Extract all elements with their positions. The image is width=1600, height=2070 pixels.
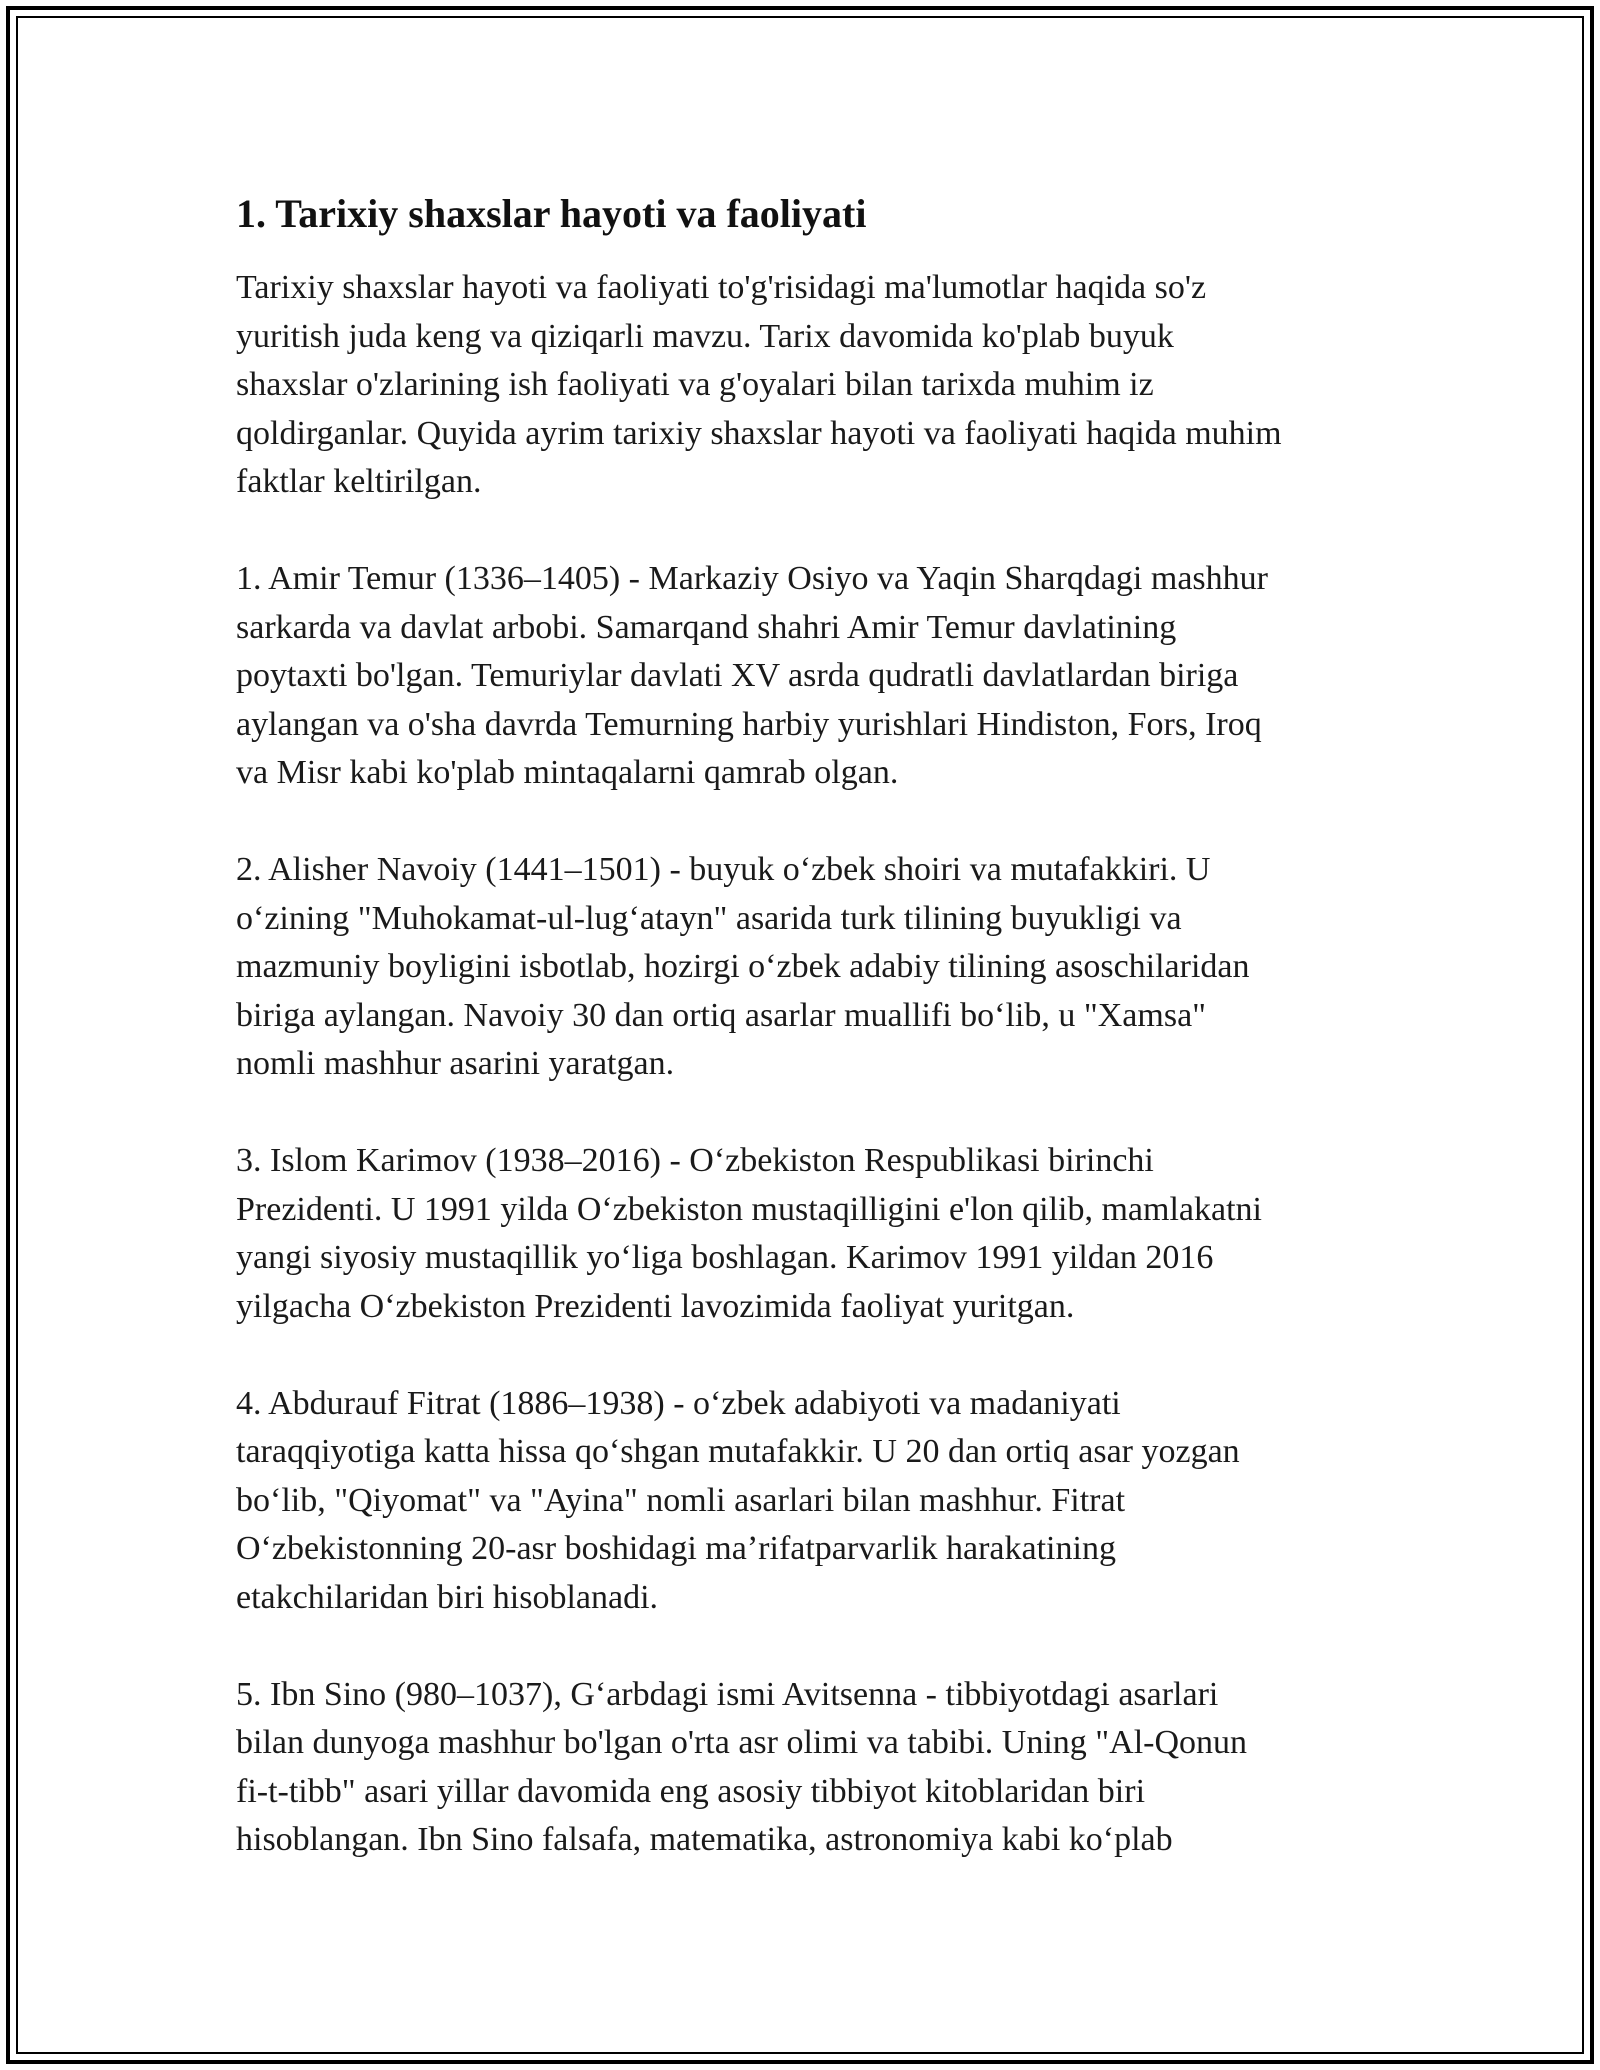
document-body bbox=[236, 186, 1376, 1913]
text-line: hisoblangan. Ibn Sino falsafa, matematika, astronomiya kabi koʻplab bbox=[236, 1821, 1173, 1858]
text-line: 3. Islom Karimov (1938–2016) - Oʻzbekiston Respublikasi birinchi bbox=[236, 1142, 1154, 1179]
abdurauf-fitrat-paragraph bbox=[236, 1380, 1376, 1623]
text-line: boʻlib, "Qiyomat" va "Ayina" nomli asarlari bilan mashhur. Fitrat bbox=[236, 1481, 1126, 1519]
intro-paragraph bbox=[236, 264, 1376, 507]
text-line: taraqqiyotiga katta hissa qoʻshgan mutafakkir. U 20 dan ortiq asar yozgan bbox=[236, 1433, 1240, 1470]
text-line: 1. Amir Temur (1336–1405) - Markaziy Osiyo va Yaqin Sharqdagi mashhur bbox=[236, 560, 1268, 597]
text-line: nomli mashhur asarini yaratgan. bbox=[236, 1045, 675, 1082]
text-line: oʻzining "Muhokamat-ul-lugʻatayn" asarida turk tilining buyukligi va bbox=[236, 899, 1182, 937]
text-line: 5. Ibn Sino (980–1037), Gʻarbdagi ismi Avitsenna - tibbiyotdagi asarlari bbox=[236, 1675, 1219, 1713]
text-line: 4. Abdurauf Fitrat (1886–1938) - oʻzbek adabiyoti va madaniyati bbox=[236, 1384, 1121, 1422]
text-line: fi-t-tibb" asari yillar davomida eng asosiy tibbiyot kitoblaridan biri bbox=[236, 1772, 1146, 1810]
text-line: mazmuniy boyligini isbotlab, hozirgi oʻzbek adabiy tilining asoschilaridan bbox=[236, 948, 1250, 985]
amir-temur-paragraph bbox=[236, 555, 1376, 798]
text-line: Tarixiy shaxslar hayoti va faoliyati to'g'risidagi ma'lumotlar haqida so'z bbox=[236, 269, 1207, 306]
text-line: yangi siyosiy mustaqillik yoʻliga boshlagan. Karimov 1991 yildan 2016 bbox=[236, 1239, 1214, 1276]
section-heading: 1. Tarixiy shaxslar hayoti va faoliyati bbox=[236, 191, 867, 236]
text-line: va Misr kabi ko'plab mintaqalarni qamrab olgan. bbox=[236, 754, 899, 791]
islom-karimov-paragraph bbox=[236, 1137, 1376, 1331]
text-line: bilan dunyoga mashhur bo'lgan o'rta asr olimi va tabibi. Uning "Al-Qonun bbox=[236, 1724, 1248, 1761]
text-line: shaxslar o'zlarining ish faoliyati va g'oyalari bilan tarixda muhim iz bbox=[236, 366, 1154, 403]
text-line: 2. Alisher Navoiy (1441–1501) - buyuk oʻzbek shoiri va mutafakkiri. U bbox=[236, 851, 1211, 888]
text-line: aylangan va o'sha davrda Temurning harbiy yurishlari Hindiston, Fors, Iroq bbox=[236, 705, 1262, 743]
text-line: Prezidenti. U 1991 yilda Oʻzbekiston mustaqilligini e'lon qilib, mamlakatni bbox=[236, 1190, 1262, 1228]
text-line: Oʻzbekistonning 20-asr boshidagi maʼrifatparvarlik harakatining bbox=[236, 1530, 1116, 1567]
text-line: yilgacha Oʻzbekiston Prezidenti lavozimida faoliyat yuritgan. bbox=[236, 1287, 1075, 1325]
alisher-navoiy-paragraph bbox=[236, 846, 1376, 1089]
text-line: yuritish juda keng va qiziqarli mavzu. Tarix davomida ko'plab buyuk bbox=[236, 317, 1174, 355]
text-line: poytaxti bo'lgan. Temuriylar davlati XV asrda qudratli davlatlardan biriga bbox=[236, 657, 1239, 694]
text-line: faktlar keltirilgan. bbox=[236, 463, 482, 500]
text-line: sarkarda va davlat arbobi. Samarqand shahri Amir Temur davlatining bbox=[236, 608, 1177, 646]
ibn-sino-paragraph bbox=[236, 1671, 1376, 1865]
text-line: qoldirganlar. Quyida ayrim tarixiy shaxslar hayoti va faoliyati haqida muhim bbox=[236, 414, 1282, 452]
text-line: biriga aylangan. Navoiy 30 dan ortiq asarlar muallifi boʻlib, u "Xamsa" bbox=[236, 996, 1207, 1034]
text-line: etakchilaridan biri hisoblanadi. bbox=[236, 1578, 659, 1616]
